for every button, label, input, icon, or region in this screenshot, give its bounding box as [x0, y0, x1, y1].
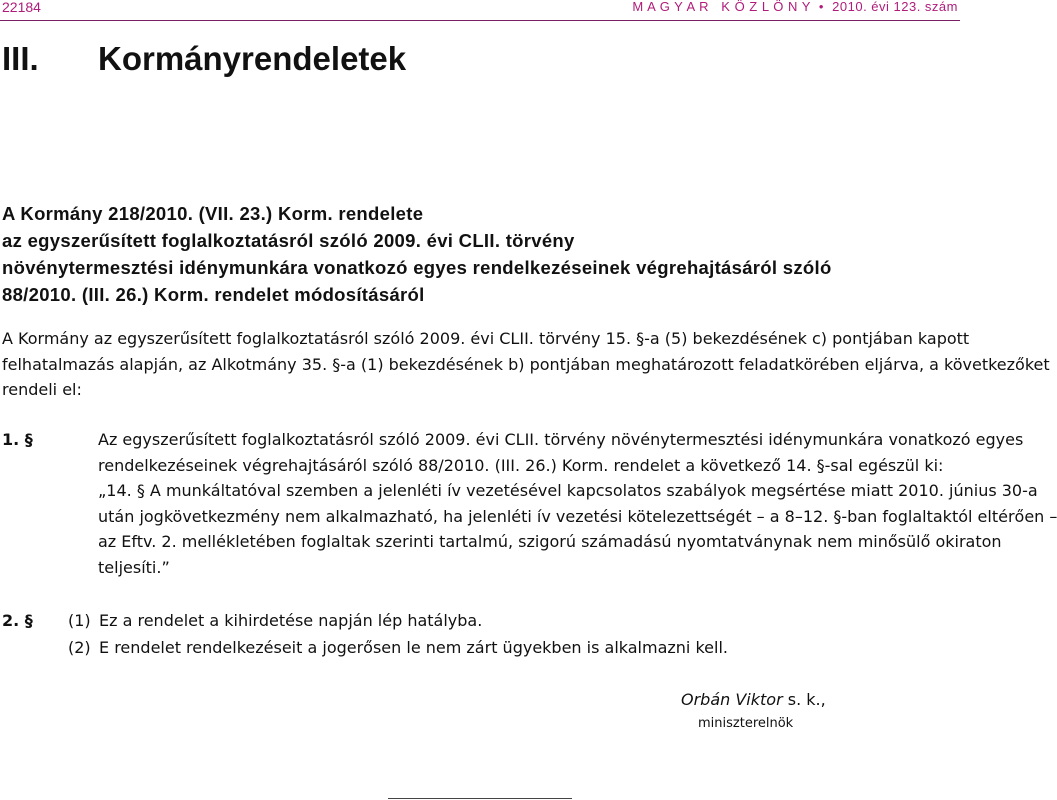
decree-title-line: az egyszerűsített foglalkoztatásról szóló 2009. évi CLII. törvény	[2, 230, 575, 251]
subsection-1	[68, 608, 482, 634]
section-1-line: rendelkezéseinek végrehajtásáról szóló 88/2010. (III. 26.) Korm. rendelet a következő 14. §-sal egészül ki:	[98, 455, 944, 475]
decree-title-line: 88/2010. (III. 26.) Korm. rendelet módosításáról	[2, 284, 425, 305]
section-1-line: teljesíti.”	[98, 557, 170, 577]
subsection-text: E rendelet rendelkezéseit a jogerősen le nem zárt ügyekben is alkalmazni kell.	[99, 638, 728, 657]
section-number: III.	[2, 40, 39, 77]
subsection-number: (2)	[68, 638, 91, 657]
signature	[681, 690, 826, 709]
journal-title: M A G Y A R K Ö Z L Ö N Y • 2010. évi 123. szám	[632, 0, 958, 14]
section-2-label: 2. §	[2, 611, 33, 630]
decree-title-line: növénytermesztési idénymunkára vonatkozó egyes rendelkezéseinek végrehajtásáról szóló	[2, 257, 832, 278]
signer-suffix: s. k.,	[782, 690, 826, 709]
subsection-number: (1)	[68, 611, 91, 630]
section-1-line: az Eftv. 2. mellékletében foglaltak szerinti tartalmú, szigorú számadású nyomtatványnak nem minősülő okiraton	[98, 532, 1002, 551]
footer-divider	[388, 798, 572, 799]
section-1-body	[98, 427, 1057, 580]
section-1-label: 1. §	[2, 430, 33, 449]
section-1-line: „14. § A munkáltatóval szemben a jelenléti ív vezetésével kapcsolatos szabályok megsértése miatt 2010. június 30-a	[98, 481, 1038, 500]
section-heading	[2, 40, 406, 78]
section-1-line: Az egyszerűsített foglalkoztatásról szóló 2009. évi CLII. törvény növénytermesztési idénymunkára vonatkozó egyes	[98, 430, 1024, 449]
signer-name: Orbán Viktor	[681, 690, 783, 709]
preamble	[2, 326, 1050, 403]
decree-title	[2, 200, 942, 308]
page-number: 22184	[2, 0, 41, 15]
page-header	[0, 0, 960, 21]
section-title: Kormányrendeletek	[98, 40, 407, 77]
subsection-2	[68, 635, 728, 661]
signer-title: miniszterelnök	[698, 716, 794, 731]
decree-title-line: A Kormány 218/2010. (VII. 23.) Korm. rendelete	[2, 203, 424, 224]
preamble-line: rendeli el:	[2, 380, 82, 399]
preamble-line: felhatalmazás alapján, az Alkotmány 35. §-a (1) bekezdésének b) pontjában meghatározott feladatkörében eljárva, a következőket	[2, 354, 1050, 374]
section-1-line: után jogkövetkezmény nem alkalmazható, ha jelenléti ív vezetési kötelezettségét – a 8–12. §-ban foglaltaktól eltérően –	[98, 506, 1057, 526]
subsection-text: Ez a rendelet a kihirdetése napján lép hatályba.	[99, 611, 483, 630]
preamble-line: A Kormány az egyszerűsített foglalkoztatásról szóló 2009. évi CLII. törvény 15. §-a (5) bekezdésének c) pontjában kapott	[2, 329, 970, 348]
